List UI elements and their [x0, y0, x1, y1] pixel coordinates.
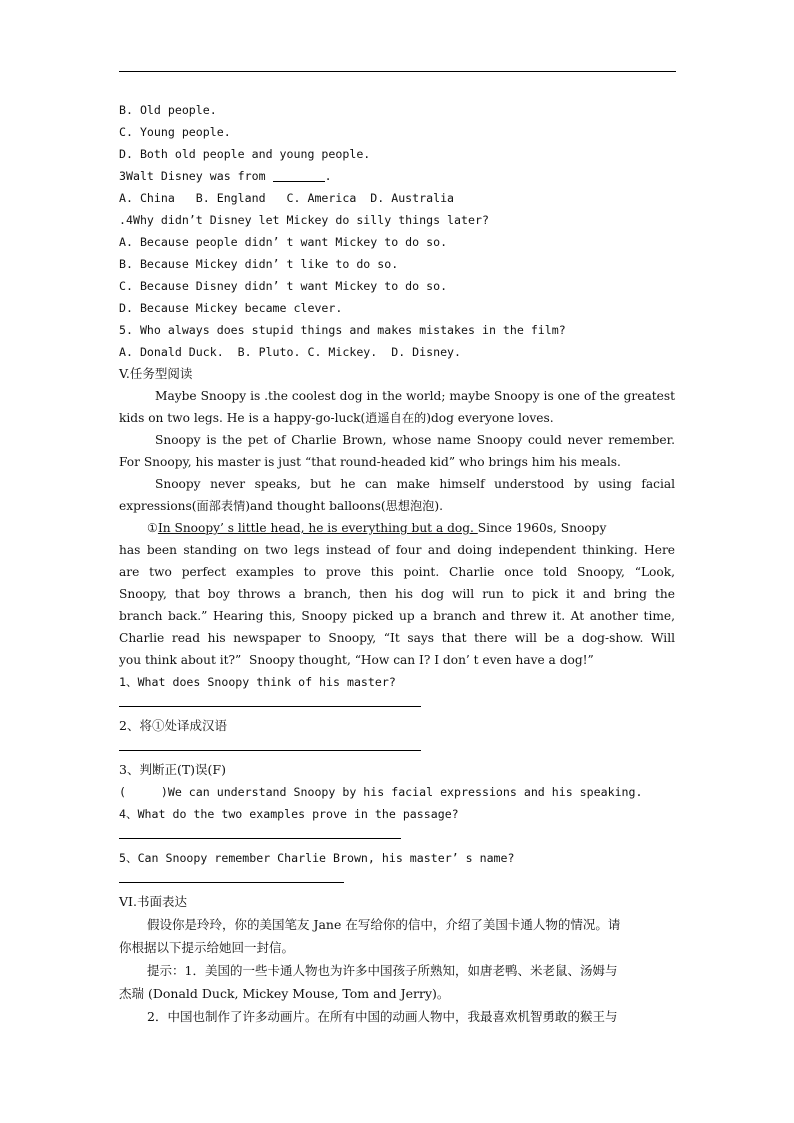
task-question-2: 2、将①处译成汉语: [119, 718, 227, 733]
worksheet-page: [119, 99, 675, 1028]
answer-blank: [273, 169, 325, 182]
q2-option-d: D. Both old people and young people.: [119, 147, 371, 161]
passage-p4-line6: Charlie read his newspaper to Snoopy, “It says that there will be a dog-show. Will: [119, 631, 675, 645]
passage-p4-line7: you think about it?” Snoopy thought, “How can I? I don’ t even have a dog!”: [119, 653, 594, 667]
q3-stem: [119, 165, 675, 187]
passage-p3-line2: expressions(面部表情)and thought balloons(思想泡泡).: [119, 499, 443, 513]
q2-option-b: B. Old people.: [119, 103, 217, 117]
passage-p1-line1: Maybe Snoopy is .the coolest dog in the world; maybe Snoopy is one of the greatest: [155, 389, 675, 403]
answer-line-2: [119, 737, 675, 759]
passage-p4-line1-rest: Since 1960s, Snoopy: [477, 521, 607, 535]
q3-stem-suffix: .: [324, 169, 332, 183]
q4-option-b: B. Because Mickey didn’ t like to do so.: [119, 257, 399, 271]
writing-prompt-line2: 你根据以下提示给她回一封信。: [119, 940, 295, 955]
q3-options: A. China B. England C. America D. Australia: [119, 191, 455, 205]
passage-p2-line1: Snoopy is the pet of Charlie Brown, whose name Snoopy could never remember.: [155, 433, 675, 447]
writing-prompt-line1: 假设你是玲玲，你的美国笔友 Jane 在写给你的信中，介绍了美国卡通人物的情况。请: [147, 917, 621, 932]
section-5-title: V.任务型阅读: [119, 366, 193, 381]
header-rule: [119, 71, 676, 72]
answer-line-5: [119, 869, 675, 891]
passage-p1-line2: kids on two legs. He is a happy-go-luck(逍遥自在的)dog everyone loves.: [119, 411, 554, 425]
passage-p4-line1: [119, 517, 675, 539]
passage-p4-line3: are two perfect examples to prove this point. Charlie once told Snoopy, “Look,: [119, 565, 675, 579]
writing-tip2-line1: 2．中国也制作了许多动画片。在所有中国的动画人物中，我最喜欢机智勇敢的猴王与: [147, 1009, 618, 1024]
q4-option-d: D. Because Mickey became clever.: [119, 301, 343, 315]
underlined-sentence: In Snoopy’ s little head, he is everything but a dog.: [157, 521, 478, 535]
passage-p4-line2: has been standing on two legs instead of four and doing independent thinking. Here: [119, 543, 675, 557]
writing-tip1-line1: 提示：1．美国的一些卡通人物也为许多中国孩子所熟知，如唐老鸭、米老鼠、汤姆与: [147, 963, 618, 978]
q4-stem: .4Why didn’t Disney let Mickey do silly things later?: [119, 213, 489, 227]
q3-stem-prefix: 3Walt Disney was from: [119, 169, 273, 183]
passage-p4-line4: Snoopy, that boy throws a branch, then his dog will run to pick it and bring the: [119, 587, 675, 601]
writing-tip1-line2: 杰瑞 (Donald Duck, Mickey Mouse, Tom and Jerry)。: [119, 986, 450, 1001]
q5-options: A. Donald Duck. B. Pluto. C. Mickey. D. Disney.: [119, 345, 462, 359]
task-question-3-item: ( )We can understand Snoopy by his facial expressions and his speaking.: [119, 785, 643, 799]
passage-p2-line2: For Snoopy, his master is just “that round-headed kid” who brings him his meals.: [119, 455, 621, 469]
q4-option-c: C. Because Disney didn’ t want Mickey to do so.: [119, 279, 448, 293]
task-question-4: 4、What do the two examples prove in the passage?: [119, 807, 459, 821]
answer-line-1: [119, 693, 675, 715]
passage-p3-line1: Snoopy never speaks, but he can make himself understood by using facial: [155, 477, 675, 491]
task-question-5: 5、Can Snoopy remember Charlie Brown, his master’ s name?: [119, 851, 515, 865]
task-question-3: 3、判断正(T)误(F): [119, 762, 226, 777]
answer-line-4: [119, 825, 675, 847]
q4-option-a: A. Because people didn’ t want Mickey to do so.: [119, 235, 448, 249]
q5-stem: 5. Who always does stupid things and makes mistakes in the film?: [119, 323, 566, 337]
task-question-1: 1、What does Snoopy think of his master?: [119, 675, 396, 689]
circled-one-mark: ①: [147, 521, 158, 535]
q2-option-c: C. Young people.: [119, 125, 231, 139]
passage-p4-line5: branch back.” Hearing this, Snoopy picked up a branch and threw it. At another time,: [119, 609, 675, 623]
section-6-title: VI.书面表达: [119, 894, 187, 909]
